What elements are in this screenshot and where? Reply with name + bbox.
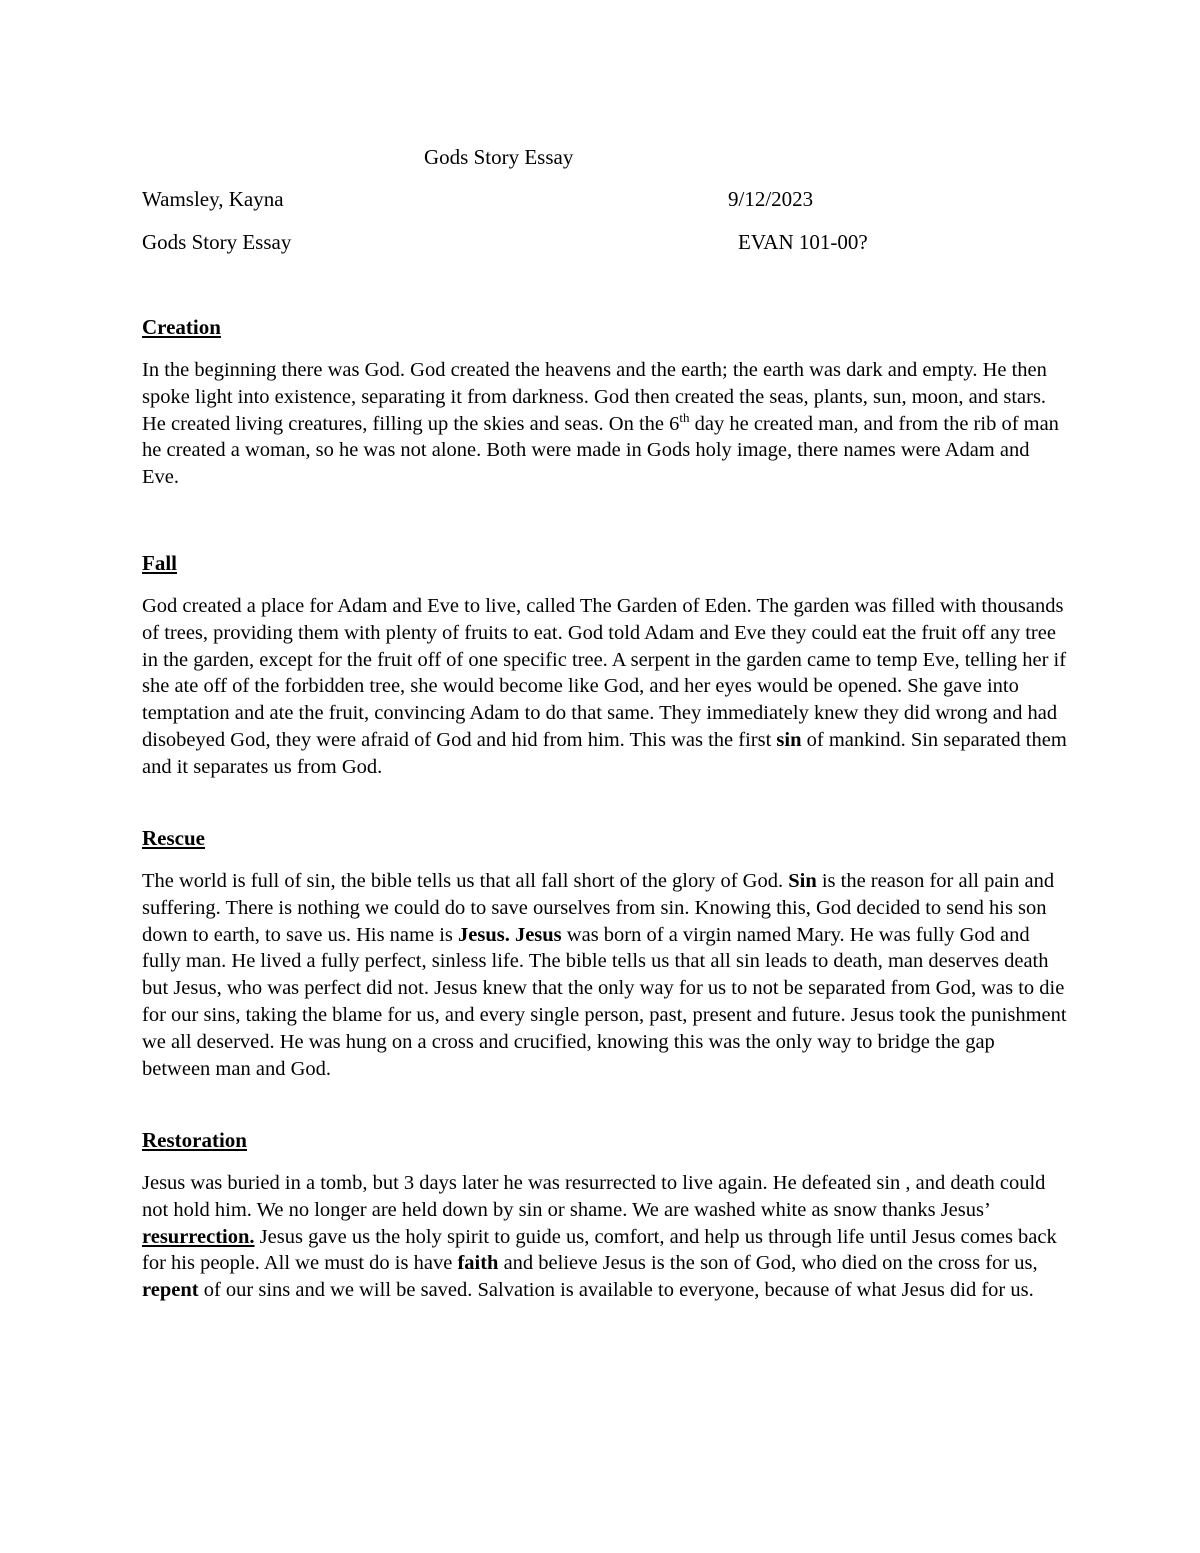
section-restoration xyxy=(142,1126,1067,1304)
bold-term: faith xyxy=(457,1252,499,1275)
text-run: day he created man, and from the rib of man he created a woman, so he was not alone. Both were made in Gods holy image, there names were Adam and Eve. xyxy=(142,412,1059,489)
section-body-rescue xyxy=(142,868,1067,1082)
author-name: Wamsley, Kayna xyxy=(142,187,284,211)
section-body-restoration xyxy=(142,1170,1067,1304)
text-run: Jesus was buried in a tomb, but 3 days later he was resurrected to live again. He defeated sin , and death could not hold him. We no longer are held down by sin or shame. We are washed white as snow thanks Jesus’ xyxy=(142,1172,1046,1221)
section-heading-creation: Creation xyxy=(142,315,221,339)
text-run: The world is full of sin, the bible tells us that all fall short of the glory of God. xyxy=(142,870,789,892)
bold-term: repent xyxy=(142,1279,199,1302)
bold-term: Jesus. Jesus xyxy=(458,923,562,946)
section-body-fall xyxy=(142,593,1067,781)
section-body-creation xyxy=(142,357,1067,491)
section-heading-restoration: Restoration xyxy=(142,1128,247,1152)
section-creation xyxy=(142,313,1067,491)
text-run: was born of a virgin named Mary. He was fully God and fully man. He lived a fully perfect, sinless life. The bible tells us that all sin leads to death, man deserves death but Jesus, who was perfect did not. Jesus knew that the only way for us to not be separated from God, was to die for our sins, taking the blame for us, and every single person, past, present and future. Jesus took the punishment we all deserved. He was hung on a cross and crucified, knowing this was the only way to bridge the gap between man and God. xyxy=(142,923,1067,1080)
course-code: EVAN 101-00? xyxy=(738,230,868,254)
text-run: of mankind. Sin separated them and it separates us from God. xyxy=(142,728,1067,778)
essay-subtitle: Gods Story Essay xyxy=(142,230,292,254)
section-heading-fall: Fall xyxy=(142,551,177,575)
section-fall xyxy=(142,549,1067,781)
text-run: is the reason for all pain and suffering. There is nothing we could do to save ourselves from sin. Knowing this, God decided to send his son down to earth, to save us. His name is xyxy=(142,870,1055,946)
document-title: Gods Story Essay xyxy=(424,145,574,169)
section-rescue xyxy=(142,824,1067,1082)
superscript-ordinal: th xyxy=(679,409,690,425)
text-run: Jesus gave us the holy spirit to guide us, comfort, and help us through life until Jesus comes back for his people. All we must do is have xyxy=(142,1225,1057,1275)
text-run: In the beginning there was God. God created the heavens and the earth; the earth was dark and empty. He then spoke light into existence, separating it from darkness. God then created the seas, plants, sun, moon, and stars. He created living creatures, filling up the skies and seas. On the 6 xyxy=(142,359,1047,435)
bold-term: Sin xyxy=(788,870,817,892)
text-run: and believe Jesus is the son of God, who died on the cross for us, xyxy=(498,1252,1038,1275)
section-heading-rescue: Rescue xyxy=(142,826,205,850)
bold-term: sin xyxy=(776,728,802,751)
text-run: God created a place for Adam and Eve to live, called The Garden of Eden. The garden was filled with thousands of trees, providing them with plenty of fruits to eat. God told Adam and Eve they could eat the fruit off any tree in the garden, except for the fruit off of one specific tree. A serpent in the garden came to temp Eve, telling her if she ate off of the forbidden tree, she would become like God, and her eyes would be opened. She gave into temptation and ate the fruit, convincing Adam to do that same. They immediately knew they did wrong and had disobeyed God, they were afraid of God and hid from him. This was the first xyxy=(142,595,1067,751)
essay-date: 9/12/2023 xyxy=(728,187,814,211)
text-run: of our sins and we will be saved. Salvation is available to everyone, because of what Jesus did for us. xyxy=(198,1279,1034,1302)
bold-term: resurrection. xyxy=(142,1225,255,1248)
